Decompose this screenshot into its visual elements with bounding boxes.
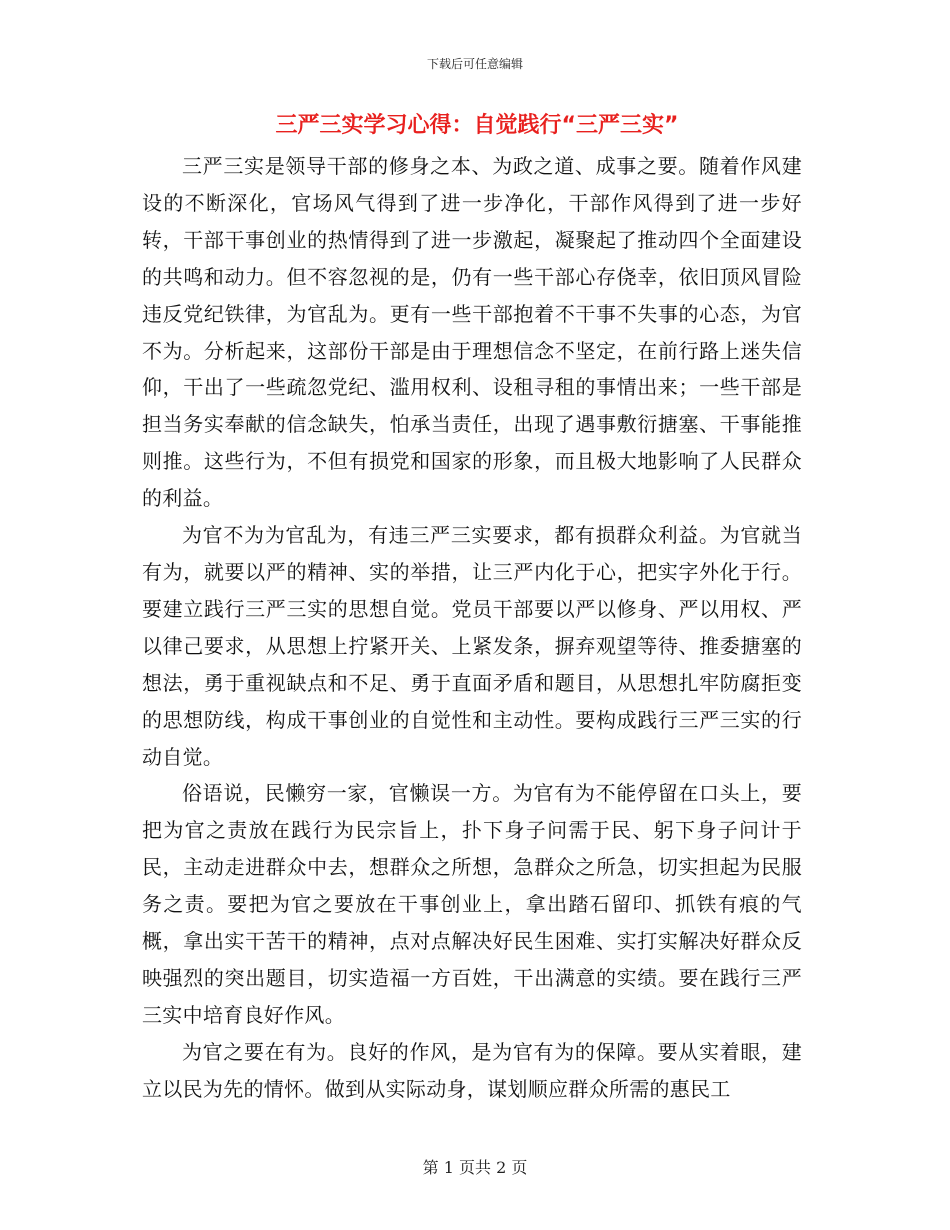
document-title: 三严三实学习心得：自觉践行“三严三实” xyxy=(275,113,679,138)
body-paragraph-2: 为官不为为官乱为，有违三严三实要求，都有损群众利益。为官就当有为，就要以严的精神、实的举措，让三严内化于心，把实字外化于行。要建立践行三严三实的思想自觉。党员干部要以严以修身、严以用权、严以律己要求，从思想上拧紧开关、上紧发条，摒弃观望等待、推委搪塞的想法，勇于重视缺点和不足、勇于直面矛盾和题目，从思想扎牢防腐拒变的思想防线，构成干事创业的自觉性和主动性。要构成践行三严三实的行动自觉。 xyxy=(142,523,802,769)
page-number-footer: 第 1 页共 2 页 xyxy=(422,1158,528,1177)
page-header-note: 下载后可任意编辑 xyxy=(426,57,523,71)
body-paragraph-1: 三严三实是领导干部的修身之本、为政之道、成事之要。随着作风建设的不断深化，官场风气得到了进一步净化，干部作风得到了进一步好转，干部干事创业的热情得到了进一步激起，凝聚起了推动四个全面建设的共鸣和动力。但不容忽视的是，仍有一些干部心存侥幸，依旧顶风冒险违反党纪铁律，为官乱为。更有一些干部抱着不干事不失事的心态，为官不为。分析起来，这部份干部是由于理想信念不坚定，在前行路上迷失信仰，干出了一些疏忽党纪、滥用权利、设租寻租的事情出来；一些干部是担当务实奉献的信念缺失，怕承当责任，出现了遇事敷衍搪塞、干事能推则推。这些行为，不但有损党和国家的形象，而且极大地影响了人民群众的利益。 xyxy=(142,154,802,511)
document-body xyxy=(142,148,802,1108)
body-paragraph-4: 为官之要在有为。良好的作风，是为官有为的保障。要从实着眼，建立以民为先的情怀。做到从实际动身，谋划顺应群众所需的惠民工 xyxy=(142,1039,802,1101)
body-paragraph-3: 俗语说，民懒穷一家，官懒误一方。为官有为不能停留在口头上，要把为官之责放在践行为民宗旨上，扑下身子问需于民、躬下身子问计于民，主动走进群众中去，想群众之所想，急群众之所急，切实担起为民服务之责。要把为官之要放在干事创业上，拿出踏石留印、抓铁有痕的气概，拿出实干苦干的精神，点对点解决好民生困难、实打实解决好群众反映强烈的突出题目，切实造福一方百姓，干出满意的实绩。要在践行三严三实中培育良好作风。 xyxy=(142,781,802,1027)
